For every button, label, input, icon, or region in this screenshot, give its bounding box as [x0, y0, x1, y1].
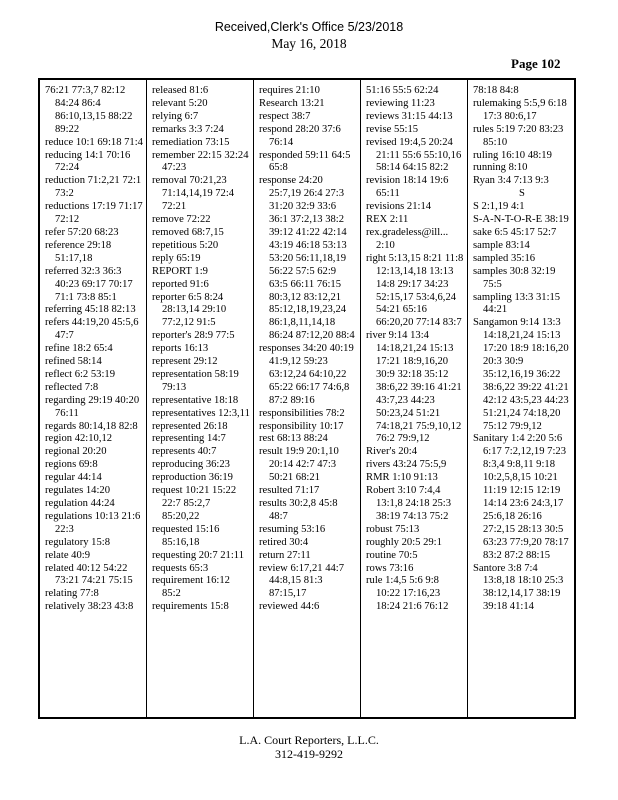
index-entry: reproducing 36:23 [152, 459, 230, 471]
index-entry: relatively 38:23 43:8 [45, 601, 134, 613]
index-entry: remarks 3:3 7:24 [152, 123, 224, 135]
index-entry: representative 18:18 [152, 394, 239, 406]
court-reporter-phone: 312-419-9292 [275, 747, 343, 761]
index-column-5 [467, 80, 574, 717]
index-entry: 78:18 84:8 [473, 85, 519, 96]
index-entry: represent 29:12 [152, 356, 218, 368]
index-entry: representatives 12:3,11 [152, 407, 250, 419]
index-entry: repetitious 5:20 [152, 239, 219, 251]
index-entry: reviews 31:15 44:13 [366, 110, 453, 122]
index-entry: River's 20:4 [366, 446, 418, 458]
index-entry: remember 22:15 32:24 47:23 [152, 149, 249, 174]
index-entry: reply 65:19 [152, 252, 201, 264]
index-entry: Research 13:21 [259, 97, 325, 109]
index-entry: Sangamon 9:14 13:3 14:18,21,24 15:13 17:20 18:9 18:16,20 20:3 30:9 35:12,16,19 36:22 38:6,22 39:22 41:21 42:12 43:5,23 44:23 51:21,24 74:18,20 75:12 79:9,12 [473, 317, 569, 432]
index-entry: S 2:1,19 4:1 [473, 201, 525, 213]
index-entry: reviewing 11:23 [366, 97, 435, 109]
index-entry: rex.gradeless@ill... 2:10 [366, 226, 449, 251]
index-entry: refine 18:2 65:4 [45, 343, 113, 355]
page-number: Page 102 [511, 56, 561, 71]
index-entry: rivers 43:24 75:5,9 [366, 459, 447, 471]
index-entry: reproduction 36:19 [152, 472, 233, 484]
index-entry: REX 2:11 [366, 214, 409, 226]
index-entry: river 9:14 13:4 14:18,21,24 15:13 17:21 18:9,16,20 30:9 32:18 35:12 38:6,22 39:16 41:21 43:7,23 44:23 50:23,24 51:21 74:18,21 75:9,10,12 76:2 79:9,12 [366, 330, 462, 445]
index-entry: remediation 73:15 [152, 136, 230, 148]
index-entry: reflect 6:2 53:19 [45, 368, 116, 380]
index-entry: Santore 3:8 7:4 13:8,18 18:10 25:3 38:12,14,17 38:19 39:18 41:14 [473, 562, 564, 613]
index-entry: reductions 17:19 71:17 72:12 [45, 201, 143, 226]
index-entry: refined 58:14 [45, 356, 102, 368]
index-entry: reduce 10:1 69:18 71:4 [45, 136, 143, 148]
transcript-date: May 16, 2018 [271, 36, 347, 51]
index-entry: rows 73:16 [366, 562, 414, 574]
index-entry: reducing 14:1 70:16 72:24 [45, 149, 131, 174]
index-entry: representation 58:19 79:13 [152, 368, 239, 393]
index-entry: Sanitary 1:4 2:20 5:6 6:17 7:2,12,19 7:23 8:3,4 9:8,11 9:18 10:2,5,8,15 10:21 11:19 12:15 12:19 14:14 23:6 24:3,17 25:6,18 26:16 27:2,15 28:13 30:5 63:23 77:9,20 78:17 83:2 87:2 88:15 [473, 433, 569, 561]
index-entry: S-A-N-T-O-R-E 38:19 [473, 214, 569, 226]
index-entry: responses 34:20 40:19 41:9,12 59:23 63:12,24 64:10,22 65:22 66:17 74:6,8 87:2 89:16 [259, 343, 354, 406]
index-entry: respect 38:7 [259, 110, 311, 122]
index-entry: reviewed 44:6 [259, 601, 320, 613]
index-entry: regulations 10:13 21:6 22:3 [45, 510, 141, 535]
index-entry: reported 91:6 [152, 278, 209, 290]
index-column-1 [40, 80, 146, 717]
index-entry: robust 75:13 [366, 523, 420, 535]
index-entry: 51:16 55:5 62:24 [366, 85, 439, 96]
index-entry: relying 6:7 [152, 110, 199, 122]
index-entry: retired 30:4 [259, 536, 309, 548]
index-entry: related 40:12 54:22 73:21 74:21 75:15 [45, 562, 133, 587]
court-reporter-firm: L.A. Court Reporters, L.L.C. [239, 733, 379, 747]
index-entry: revised 19:4,5 20:24 21:11 55:6 55:10,16 58:14 64:15 82:2 [366, 136, 462, 174]
index-entry: refers 44:19,20 45:5,6 47:7 [45, 317, 139, 342]
index-entry: refer 57:20 68:23 [45, 226, 119, 238]
index-entry: rule 1:4,5 5:6 9:8 10:22 17:16,23 18:24 21:6 76:12 [366, 575, 449, 613]
index-entry: requirements 15:8 [152, 601, 229, 613]
index-entry: revisions 21:14 [366, 201, 432, 213]
index-entry: return 27:11 [259, 549, 311, 561]
index-entry: relating 77:8 [45, 588, 99, 600]
index-entry: 76:21 77:3,7 82:12 84:24 86:4 86:10,13,15 88:22 89:22 [45, 85, 133, 135]
index-entry: sample 83:14 [473, 239, 530, 251]
index-entry: samples 30:8 32:19 75:5 [473, 265, 556, 290]
section-letter: S [519, 188, 525, 200]
index-entry: remove 72:22 [152, 214, 211, 226]
index-entry: result 19:9 20:1,10 20:14 42:7 47:3 50:21 68:21 [259, 446, 339, 484]
index-entry: represents 40:7 [152, 446, 217, 458]
index-entry: REPORT 1:9 [152, 265, 208, 277]
index-entry: response 24:20 25:7,19 26:4 27:3 31:20 32:9 33:6 36:1 37:2,13 38:2 39:12 41:22 42:14 43:19 46:18 53:13 53:20 56:11,18,19 56:22 57:5 62:9 63:5 66:11 76:15 80:3,12 83:12,21 85:12,18,19,23,24 86:1,8,11,14,18 86:24 87:12,20 88:4 [259, 175, 355, 342]
index-column-3 [253, 80, 360, 717]
index-entry: reporter 6:5 8:24 28:13,14 29:10 77:2,12 91:5 [152, 291, 227, 329]
index-entry: represented 26:18 [152, 420, 228, 432]
index-entry: regarding 29:19 40:20 76:11 [45, 394, 140, 419]
index-entry: reports 16:13 [152, 343, 209, 355]
index-entry: routine 70:5 [366, 549, 418, 561]
word-index-table [38, 78, 576, 719]
index-entry: right 5:13,15 8:21 11:8 12:13,14,18 13:13 14:8 29:17 34:23 52:15,17 53:4,6,24 54:21 65:16 66:20,20 77:14 83:7 [366, 252, 464, 329]
index-entry: RMR 1:10 91:13 [366, 472, 438, 484]
index-entry: responsibilities 78:2 [259, 407, 345, 419]
index-entry: reflected 7:8 [45, 381, 99, 393]
index-entry: review 6:17,21 44:7 44:8,15 81:3 87:15,17 [259, 562, 345, 600]
index-entry: responsibility 10:17 [259, 420, 344, 432]
index-entry: requires 21:10 [259, 85, 320, 96]
index-entry: responded 59:11 64:5 65:8 [259, 149, 351, 174]
index-entry: released 81:6 [152, 85, 209, 96]
index-entry: removal 70:21,23 71:14,14,19 72:4 72:21 [152, 175, 235, 213]
index-entry: respond 28:20 37:6 76:14 [259, 123, 341, 148]
index-entry: requests 65:3 [152, 562, 209, 574]
index-entry: relate 40:9 [45, 549, 91, 561]
index-entry: rulemaking 5:5,9 6:18 17:3 80:6,17 [473, 97, 567, 122]
index-entry: regards 80:14,18 82:8 [45, 420, 138, 432]
index-entry: ruling 16:10 48:19 [473, 149, 552, 161]
index-entry: referring 45:18 82:13 [45, 304, 136, 316]
index-column-4 [360, 80, 467, 717]
index-entry: reference 29:18 51:17,18 [45, 239, 112, 264]
index-entry: rules 5:19 7:20 83:23 85:10 [473, 123, 564, 148]
index-entry: revise 55:15 [366, 123, 419, 135]
index-entry: resulted 71:17 [259, 485, 320, 497]
index-entry: regions 69:8 [45, 459, 98, 471]
index-entry: regulation 44:24 [45, 498, 115, 509]
index-entry: request 10:21 15:22 22:7 85:2,7 85:20,22 [152, 485, 237, 522]
index-entry: Robert 3:10 7:4,4 13:1,8 24:18 25:3 38:19 74:13 75:2 [366, 485, 452, 522]
index-entry: rest 68:13 88:24 [259, 433, 328, 445]
index-entry: requirement 16:12 85:2 [152, 575, 230, 600]
index-entry: Ryan 3:4 7:13 9:3 [473, 175, 549, 187]
index-entry: requesting 20:7 21:11 [152, 549, 244, 561]
index-entry: sampled 35:16 [473, 252, 536, 264]
index-entry: running 8:10 [473, 162, 528, 174]
index-entry: region 42:10,12 [45, 433, 113, 445]
index-entry: relevant 5:20 [152, 97, 208, 109]
index-entry: removed 68:7,15 [152, 226, 224, 238]
index-entry: reporter's 28:9 77:5 [152, 330, 235, 342]
index-entry: revision 18:14 19:6 65:11 [366, 175, 449, 200]
index-entry: regulatory 15:8 [45, 536, 111, 548]
index-entry: sake 6:5 45:17 52:7 [473, 226, 557, 238]
index-entry: requested 15:16 85:16,18 [152, 523, 220, 548]
received-stamp: Received,Clerk's Office 5/23/2018 [214, 20, 404, 34]
index-entry: representing 14:7 [152, 433, 226, 445]
index-entry: reduction 71:2,21 72:1 73:2 [45, 175, 142, 200]
index-entry: resuming 53:16 [259, 523, 326, 535]
index-entry: regional 20:20 [45, 446, 107, 458]
index-entry: regulates 14:20 [45, 485, 111, 497]
index-entry: regular 44:14 [45, 472, 102, 484]
index-entry: roughly 20:5 29:1 [366, 536, 442, 548]
index-entry: results 30:2,8 45:8 48:7 [259, 498, 338, 522]
index-entry: sampling 13:3 31:15 44:21 [473, 291, 561, 316]
index-column-2 [146, 80, 253, 717]
index-entry: referred 32:3 36:3 40:23 69:17 70:17 71:1 73:8 85:1 [45, 265, 133, 303]
